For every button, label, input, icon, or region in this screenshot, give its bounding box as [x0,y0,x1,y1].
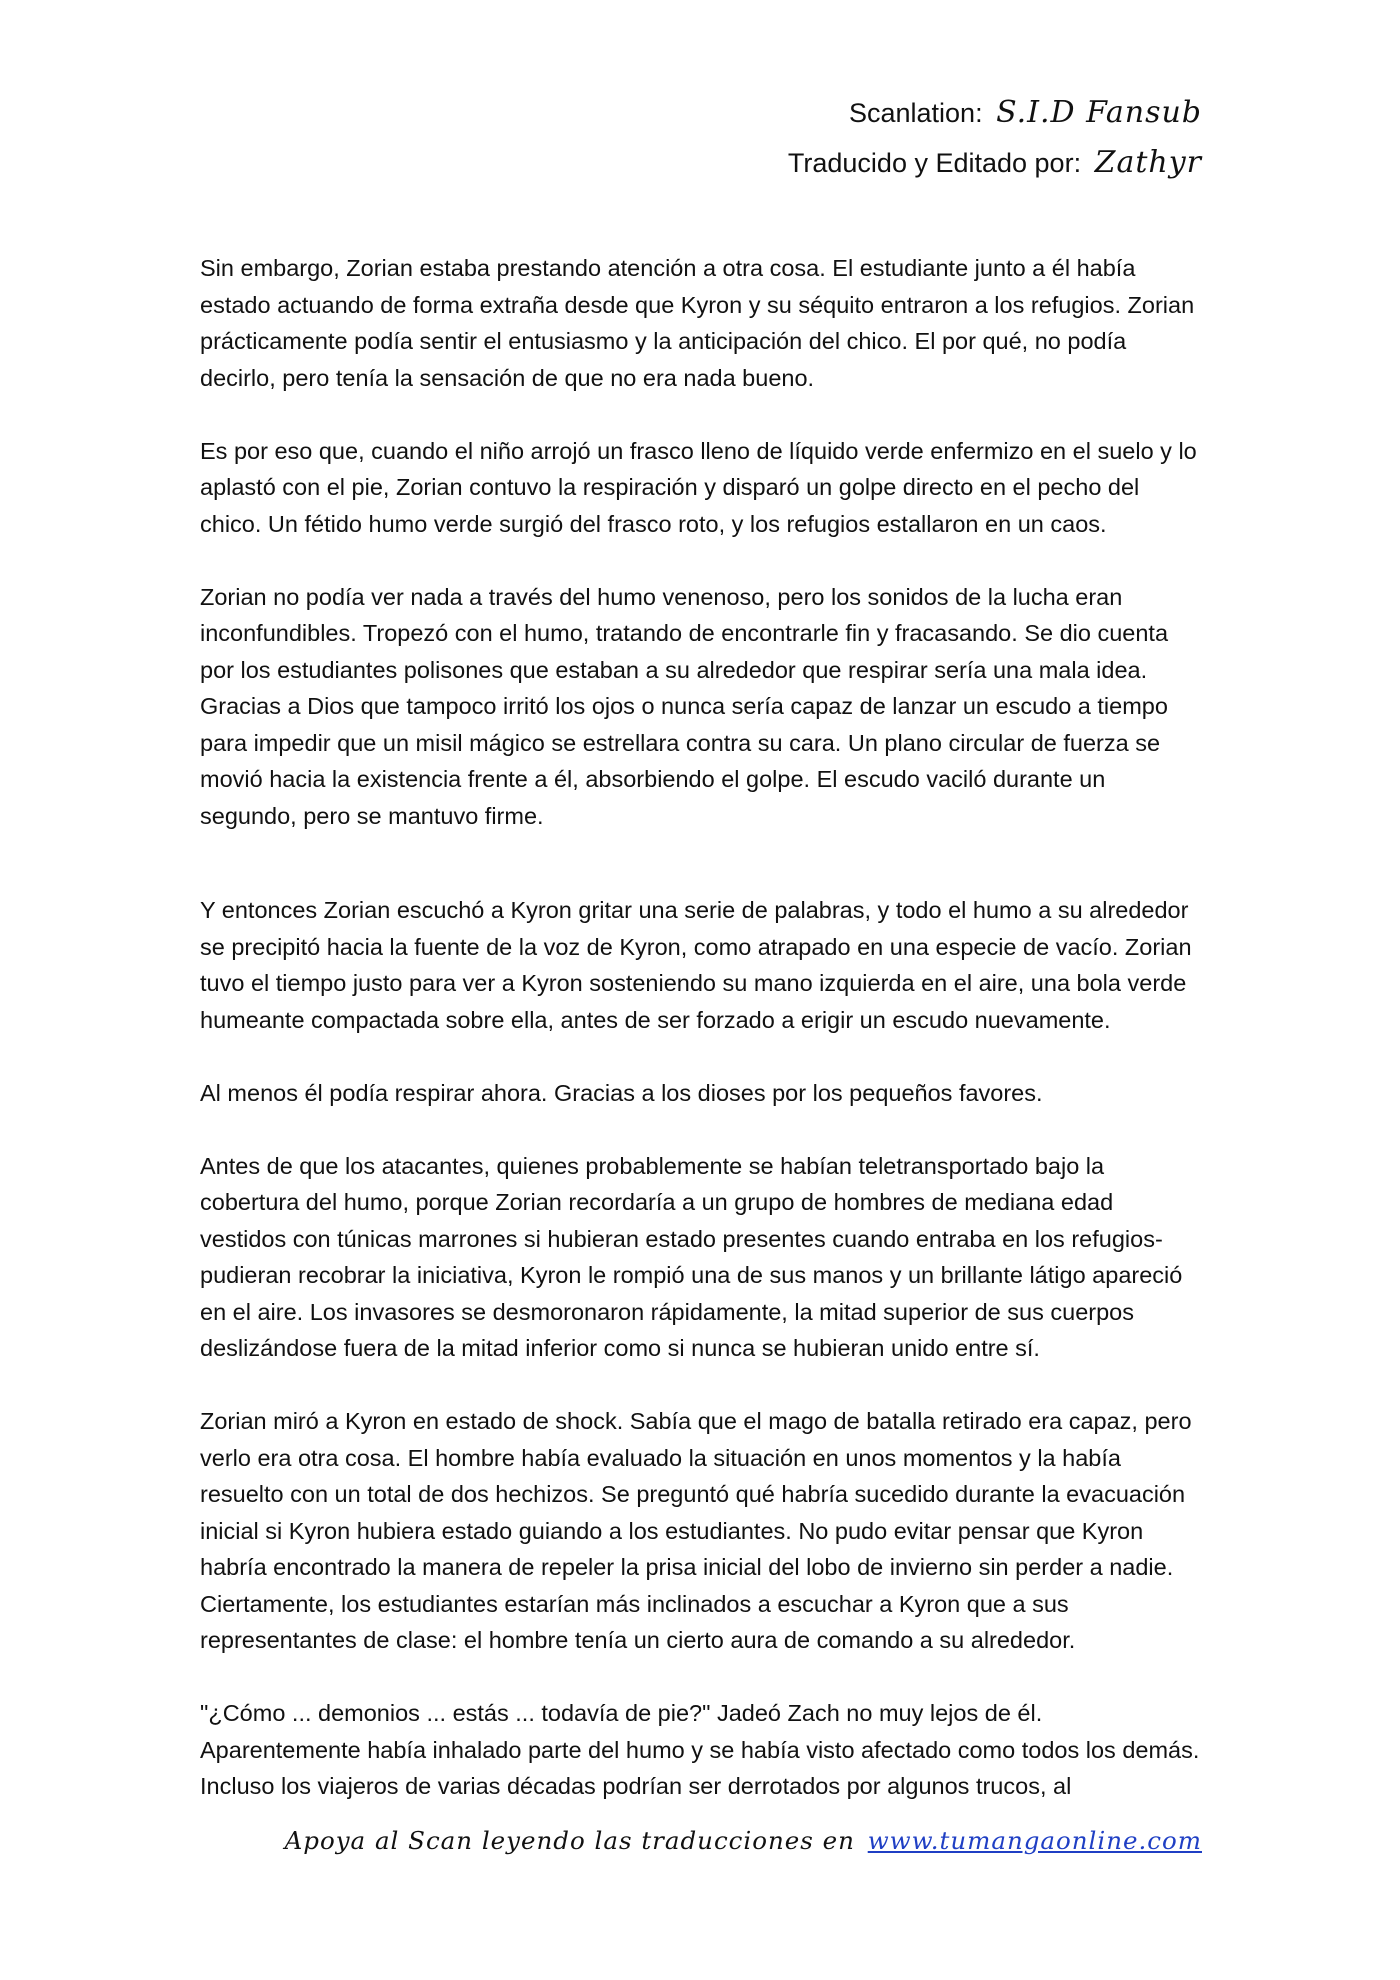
footer-text: Apoya al Scan leyendo las traducciones en [284,1826,855,1855]
scanlation-credit [788,88,1202,138]
footer-link[interactable]: www.tumangaonline.com [867,1826,1202,1855]
paragraph-7: Zorian miró a Kyron en estado de shock. Sabía que el mago de batalla retirado era capaz, pero verlo era otra cosa. El hombre había evaluado la situación en unos momentos y la había resuelto con un total de dos hechizos. Se preguntó qué habría sucedido durante la evacuación inicial si Kyron hubiera estado guiando a los estudiantes. No pudo evitar pensar que Kyron habría encontrado la manera de repeler la prisa inicial del lobo de invierno sin perder a nadie. Ciertamente, los estudiantes estarían más inclinados a escuchar a Kyron que a sus representantes de clase: el hombre tenía un cierto aura de comando a su alrededor. [200,1408,1192,1653]
translator-label: Traducido y Editado por: [787,148,1082,178]
paragraph-4: Y entonces Zorian escuchó a Kyron gritar una serie de palabras, y todo el humo a su alrededor se precipitó hacia la fuente de la voz de Kyron, como atrapado en una especie de vacío. Zorian tuvo el tiempo justo para ver a Kyron sosteniendo su mano izquierda en el aire, una bola verde humeante compactada sobre ella, antes de ser forzado a erigir un escudo nuevamente. [200,897,1192,1033]
footer-note [285,1826,1202,1855]
paragraph-5: Al menos él podía respirar ahora. Gracias a los dioses por los pequeños favores. [200,1079,1043,1106]
paragraph-8: "¿Cómo ... demonios ... estás ... todavía de pie?" Jadeó Zach no muy lejos de él. Aparentemente había inhalado parte del humo y se había visto afectado como todos los demás. Incluso los viajeros de varias décadas podrían ser derrotados por algunos trucos, al [200,1700,1200,1799]
scanlation-label: Scanlation: [848,98,983,128]
translator-credit [788,138,1202,188]
paragraph-2: Es por eso que, cuando el niño arrojó un frasco lleno de líquido verde enfermizo en el suelo y lo aplastó con el pie, Zorian contuvo la respiración y disparó un golpe directo en el pecho del chico. Un fétido humo verde surgió del frasco roto, y los refugios estallaron en un caos. [200,437,1197,537]
paragraph-6: Antes de que los atacantes, quienes probablemente se habían teletransportado bajo la cobertura del humo, porque Zorian recordaría a un grupo de hombres de mediana edad vestidos con túnicas marrones si hubieran estado presentes cuando entraba en los refugios- pudieran recobrar la iniciativa, Kyron le rompió una de sus manos y un brillante látigo apareció en el aire. Los invasores se desmoronaron rápidamente, la mitad superior de sus cuerpos deslizándose fuera de la mitad inferior como si nunca se hubieran unido entre sí. [200,1152,1183,1361]
credits-block [788,88,1202,188]
paragraph-1: Sin embargo, Zorian estaba prestando atención a otra cosa. El estudiante junto a él había estado actuando de forma extraña desde que Kyron y su séquito entraron a los refugios. Zorian prácticamente podía sentir el entusiasmo y la anticipación del chico. El por qué, no podía decirlo, pero tenía la sensación de que no era nada bueno. [200,255,1195,391]
scanlation-name: S.I.D Fansub [996,95,1202,130]
translator-name: Zathyr [1094,145,1202,180]
paragraph-3: Zorian no podía ver nada a través del humo venenoso, pero los sonidos de la lucha eran inconfundibles. Tropezó con el humo, tratando de encontrarle fin y fracasando. Se dio cuenta por los estudiantes polisones que estaban a su alrededor que respirar sería una mala idea. Gracias a Dios que tampoco irritó los ojos o nunca sería capaz de lanzar un escudo a tiempo para impedir que un misil mágico se estrellara contra su cara. Un plano circular de fuerza se movió hacia la existencia frente a él, absorbiendo el golpe. El escudo vaciló durante un segundo, pero se mantuvo firme. [200,583,1169,829]
body-text [200,250,1205,1805]
